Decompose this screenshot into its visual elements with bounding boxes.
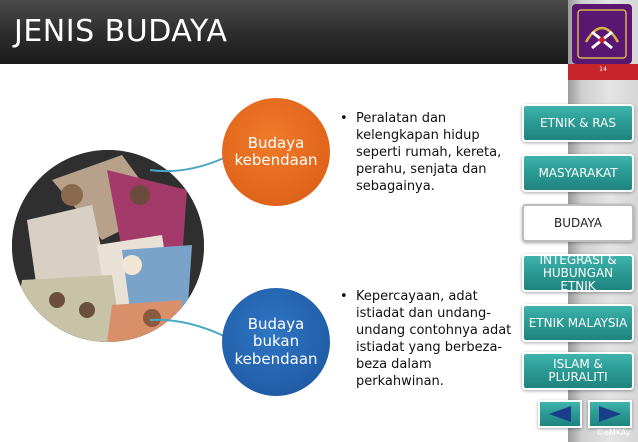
copyright-text: ©eMKAy — [596, 428, 631, 437]
arrow-right-icon — [597, 405, 623, 423]
next-slide-button[interactable] — [588, 400, 632, 428]
nav-label: ETNIK & RAS — [540, 115, 616, 130]
header-bar — [0, 0, 568, 64]
nav-label: INTEGRASI & HUBUNGAN ETNIK — [539, 252, 617, 293]
nav-button-budaya[interactable] — [522, 204, 634, 242]
nav-label: ISLAM & PLURALITI — [548, 357, 608, 384]
bullet-icon: • — [340, 289, 348, 304]
nav-label: ETNIK MALAYSIA — [528, 315, 628, 330]
description-text-nonmaterial: Kepercayaan, adat istiadat dan undang-undang contohnya adat istiadat yang berbeza-beza dalam perkahwinan. — [356, 289, 512, 389]
culture-photo-collage — [12, 150, 204, 342]
description-text-material: Peralatan dan kelengkapan hidup seperti rumah, kereta, perahu, senjata dan sebagainya. — [356, 111, 502, 194]
concept-label-nonmaterial: Budaya bukan kebendaan — [234, 315, 318, 368]
institution-logo-icon — [572, 4, 632, 64]
nav-button-etnik-ras[interactable] — [522, 104, 634, 142]
prev-slide-button[interactable] — [538, 400, 582, 428]
concept-label-material: Budaya kebendaan — [234, 133, 318, 169]
nav-label: BUDAYA — [554, 215, 602, 230]
concept-circle-nonmaterial — [222, 288, 330, 396]
concept-description-material — [340, 110, 515, 195]
nav-button-integrasi[interactable] — [522, 254, 634, 292]
nav-button-etnik-malaysia[interactable] — [522, 304, 634, 342]
concept-circle-material — [222, 98, 330, 206]
nav-label: MASYARAKAT — [538, 165, 618, 180]
bullet-icon: • — [340, 111, 348, 126]
page-number: 14 — [599, 66, 607, 73]
page-title: JENIS BUDAYA — [14, 14, 228, 49]
nav-button-masyarakat[interactable] — [522, 154, 634, 192]
arrow-left-icon — [547, 405, 573, 423]
concept-description-nonmaterial — [340, 288, 515, 390]
nav-button-islam-pluraliti[interactable] — [522, 352, 634, 390]
